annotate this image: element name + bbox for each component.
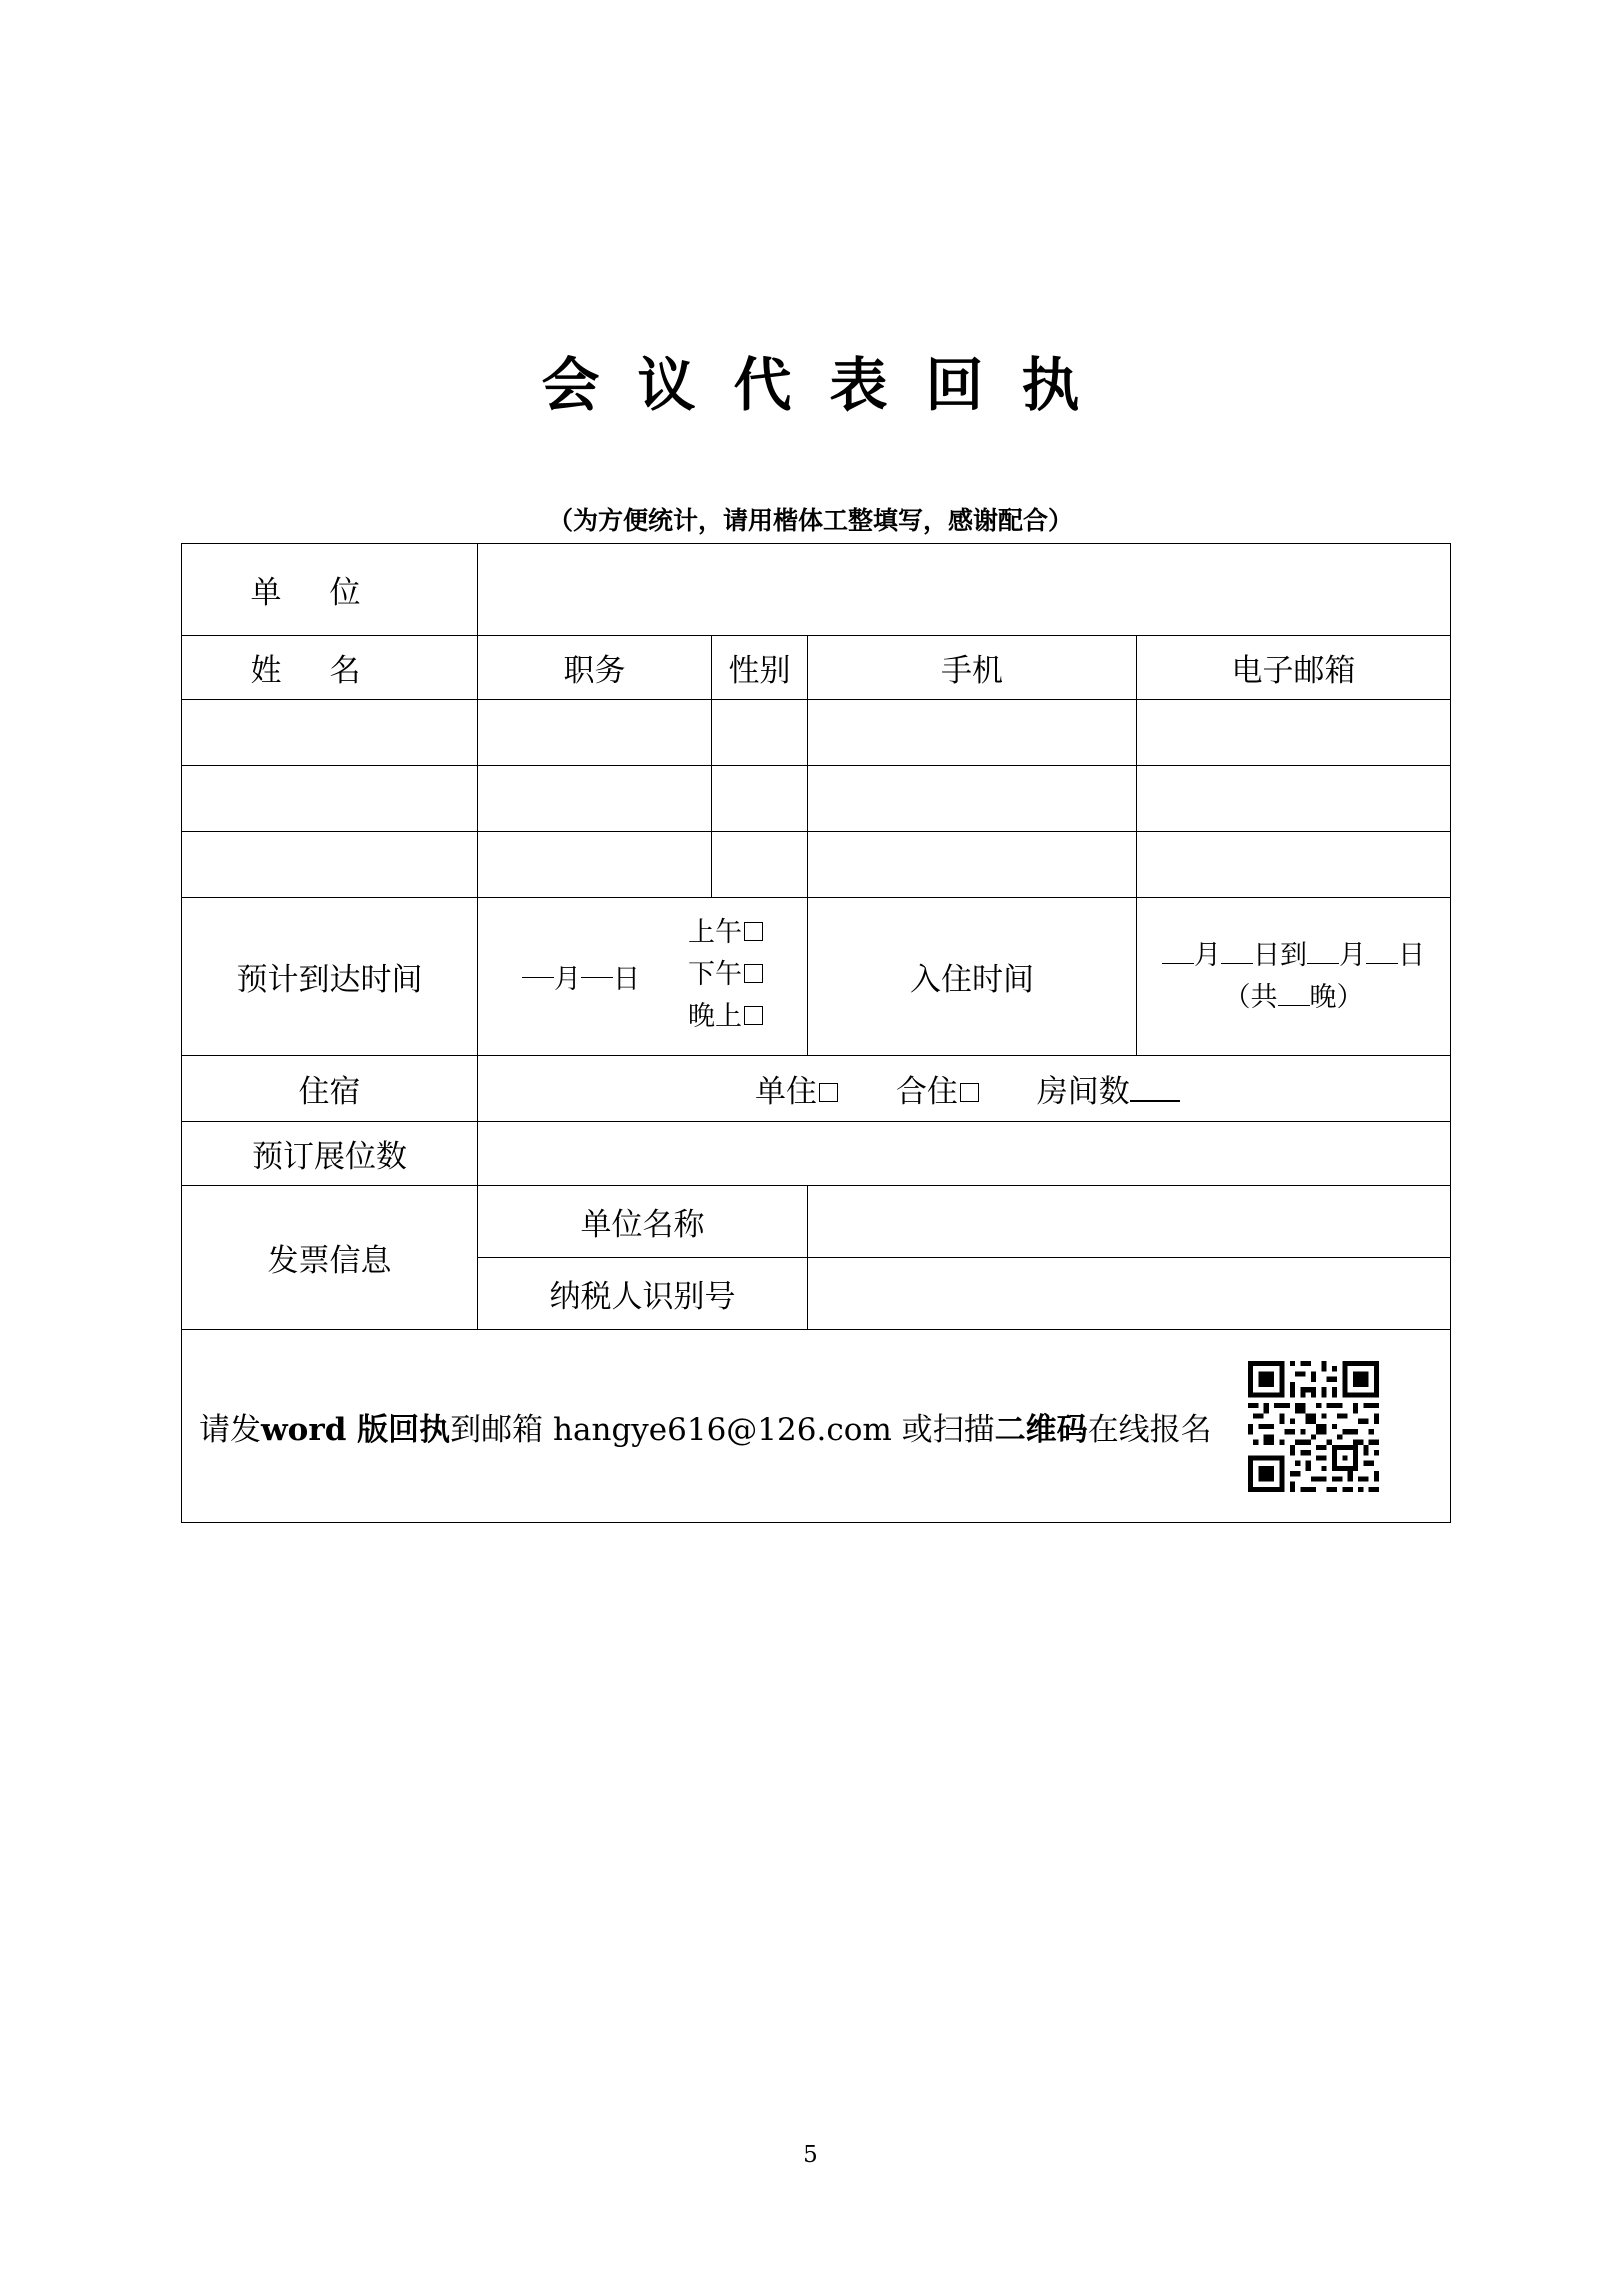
option-single[interactable]: [755, 1074, 838, 1110]
tax-id-label: 纳税人识别号: [478, 1258, 808, 1330]
name-input[interactable]: [182, 700, 478, 766]
option-single-label: 单住: [755, 1074, 817, 1110]
arrival-options: [688, 912, 763, 1038]
checkbox-icon[interactable]: [744, 964, 763, 983]
checkin-day2: 日: [1398, 939, 1425, 971]
option-shared[interactable]: [896, 1074, 979, 1110]
mobile-input[interactable]: [808, 700, 1137, 766]
submit-part4: 二维码: [994, 1411, 1088, 1448]
submit-instructions: [199, 1330, 1212, 1522]
table-row: [182, 832, 1451, 898]
name-header-text: 姓名: [250, 653, 409, 689]
table-row: [182, 700, 1451, 766]
receipt-form-table: [181, 543, 1451, 1523]
position-input[interactable]: [478, 832, 712, 898]
email-header: 电子邮箱: [1137, 636, 1451, 700]
booth-input[interactable]: [478, 1122, 1451, 1186]
invoice-label: 发票信息: [182, 1186, 478, 1330]
name-header: [182, 636, 478, 700]
submit-part5: 在线报名: [1087, 1411, 1212, 1448]
option-morning-label: 上午: [688, 917, 742, 948]
gender-input[interactable]: [712, 766, 808, 832]
option-evening-label: 晚上: [688, 1001, 742, 1032]
checkin-label: 入住时间: [808, 898, 1137, 1056]
position-header: 职务: [478, 636, 712, 700]
company-name-input[interactable]: [808, 1186, 1451, 1258]
gender-header: 性别: [712, 636, 808, 700]
company-name-label: 单位名称: [478, 1186, 808, 1258]
option-morning[interactable]: [688, 912, 763, 954]
option-evening[interactable]: [688, 996, 763, 1038]
checkbox-icon[interactable]: [744, 922, 763, 941]
submit-info: [182, 1330, 1451, 1523]
lodging-label: 住宿: [182, 1056, 478, 1122]
tax-id-input[interactable]: [808, 1258, 1451, 1330]
mobile-input[interactable]: [808, 766, 1137, 832]
day-label: 日: [613, 964, 640, 995]
position-input[interactable]: [478, 700, 712, 766]
table-row: [182, 766, 1451, 832]
day-blank[interactable]: [1221, 962, 1253, 964]
nights-suffix: 晚）: [1309, 981, 1364, 1013]
month-blank[interactable]: [1307, 962, 1339, 964]
mobile-input[interactable]: [808, 832, 1137, 898]
email-input[interactable]: [1137, 766, 1451, 832]
month-blank[interactable]: [1162, 962, 1194, 964]
page-title: 会议代表回执: [541, 351, 1118, 419]
checkbox-icon[interactable]: [819, 1083, 838, 1102]
qr-code-icon[interactable]: [1248, 1361, 1379, 1492]
nights-blank[interactable]: [1278, 1004, 1310, 1006]
booth-label: 预订展位数: [182, 1122, 478, 1186]
lodging-options: [478, 1056, 1451, 1122]
rooms-label: 房间数: [1036, 1074, 1130, 1110]
month-label: 月: [554, 964, 581, 995]
nights-prefix: （共: [1223, 981, 1278, 1013]
arrival-input[interactable]: [478, 898, 808, 1056]
month-blank[interactable]: [522, 976, 554, 978]
checkin-month: 月: [1194, 939, 1221, 971]
gender-input[interactable]: [712, 832, 808, 898]
submit-part2: word 版回执: [261, 1411, 451, 1448]
email-input[interactable]: [1137, 832, 1451, 898]
rooms-blank[interactable]: [1130, 1099, 1180, 1102]
name-input[interactable]: [182, 766, 478, 832]
page-subtitle: （为方便统计，请用楷体工整填写，感谢配合）: [547, 506, 1073, 535]
page-number: 5: [803, 2142, 818, 2168]
arrival-date[interactable]: [522, 898, 640, 1055]
checkin-day-to: 日到: [1253, 939, 1307, 971]
arrival-label: 预计到达时间: [182, 898, 478, 1056]
unit-label-text: 单位: [250, 575, 409, 611]
day-blank[interactable]: [1366, 962, 1398, 964]
submit-part3[interactable]: 到邮箱 hangye616@126.com 或扫描: [450, 1411, 995, 1448]
option-shared-label: 合住: [895, 1074, 958, 1110]
checkin-month2: 月: [1339, 939, 1366, 971]
checkbox-icon[interactable]: [744, 1006, 763, 1025]
unit-input[interactable]: [478, 544, 1451, 636]
option-afternoon[interactable]: [688, 954, 763, 996]
checkin-dates[interactable]: [1137, 935, 1450, 977]
unit-label: [182, 544, 478, 636]
option-afternoon-label: 下午: [688, 959, 742, 990]
submit-part1: 请发: [199, 1411, 261, 1448]
mobile-header: 手机: [808, 636, 1137, 700]
gender-input[interactable]: [712, 700, 808, 766]
position-input[interactable]: [478, 766, 712, 832]
rooms-field[interactable]: [1037, 1074, 1180, 1110]
checkin-input[interactable]: [1137, 898, 1451, 1056]
email-input[interactable]: [1137, 700, 1451, 766]
checkin-nights[interactable]: [1137, 977, 1450, 1019]
checkbox-icon[interactable]: [960, 1083, 979, 1102]
day-blank[interactable]: [581, 976, 613, 978]
name-input[interactable]: [182, 832, 478, 898]
